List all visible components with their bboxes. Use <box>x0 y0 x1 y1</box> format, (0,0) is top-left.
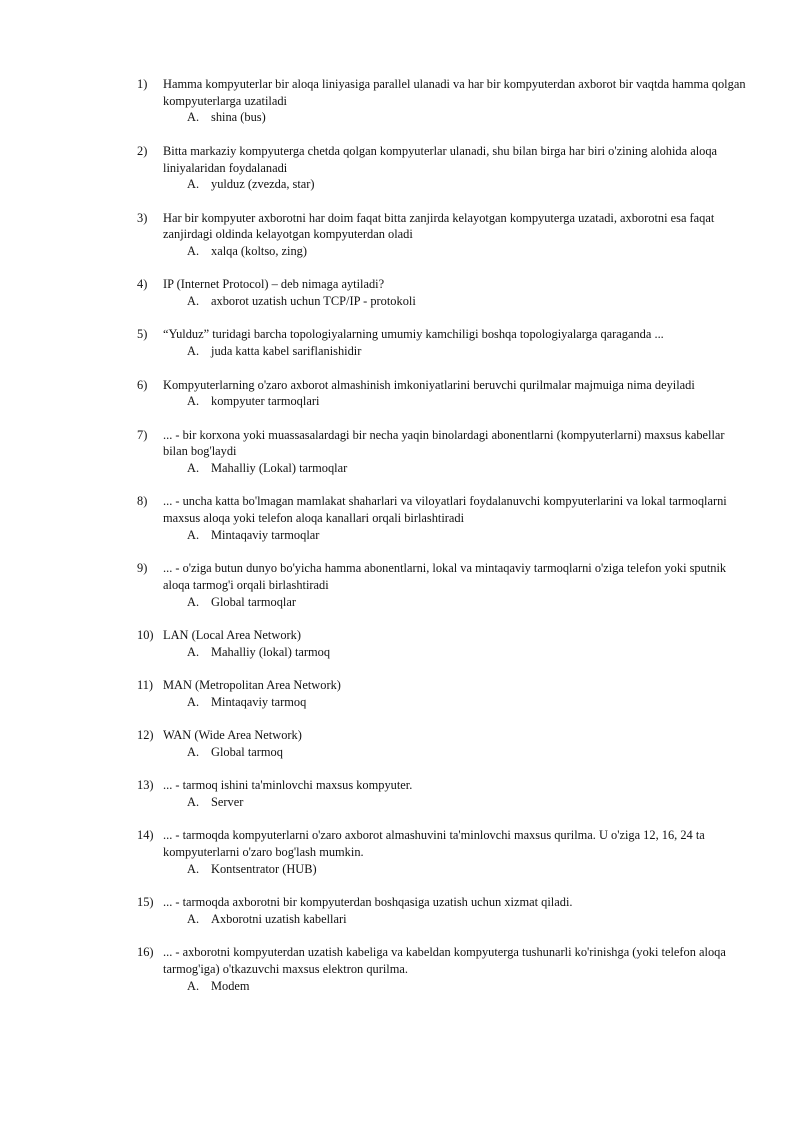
answer-letter: A. <box>187 861 200 876</box>
question-line <box>137 894 747 911</box>
question-item <box>137 143 747 193</box>
question-number: 5) <box>137 327 148 342</box>
answer-line <box>137 460 747 477</box>
answer-line <box>137 694 747 711</box>
question-number: 10) <box>137 628 154 643</box>
question-line <box>137 560 747 593</box>
question-text: Har bir kompyuter axborotni har doim faqat bitta zanjirda kelayotgan kompyuterga uzatadi, axborotni esa faqat zanjirdagi oldinda kelayotgan kompyuterdan oladi <box>163 210 715 242</box>
answer-line <box>137 109 747 126</box>
answer-line <box>137 243 747 260</box>
answer-letter: A. <box>187 795 200 810</box>
answer-text: shina (bus) <box>211 110 266 125</box>
answer-text: kompyuter tarmoqlari <box>211 394 320 409</box>
question-text: Bitta markaziy kompyuterga chetda qolgan kompyuterlar ulanadi, shu bilan birga har biri o'zining alohida aloqa liniyalaridan foydalanadi <box>163 143 718 175</box>
answer-text: xalqa (koltso, zing) <box>211 244 308 258</box>
question-item <box>137 493 747 543</box>
question-number: 8) <box>137 494 148 509</box>
answer-text: Global tarmoq <box>211 744 283 759</box>
question-text: ... - bir korxona yoki muassasalardagi bir necha yaqin binolardagi abonentlarni (kompyuterlarni) maxsus kabellar bilan bog'laydi <box>163 427 725 459</box>
question-line <box>137 677 747 694</box>
question-item <box>137 326 747 359</box>
question-text: ... - tarmoqda kompyuterlarni o'zaro axborot almashuvini ta'minlovchi maxsus qurilma. U o'ziga 12, 16, 24 ta kompyuterlarni o'zaro bog'lash mumkin. <box>163 828 705 860</box>
answer-text: Global tarmoqlar <box>211 594 296 609</box>
answer-letter: A. <box>187 394 200 409</box>
answer-letter: A. <box>187 978 200 993</box>
question-line <box>137 326 747 343</box>
answer-line <box>137 744 747 761</box>
question-item <box>137 276 747 309</box>
question-line <box>137 777 747 794</box>
answer-text: Axborotni uzatish kabellari <box>211 911 347 926</box>
answer-letter: A. <box>187 744 200 759</box>
question-line <box>137 210 747 243</box>
question-item <box>137 76 747 126</box>
answer-line <box>137 176 747 193</box>
question-line <box>137 827 747 860</box>
question-item <box>137 210 747 260</box>
question-line <box>137 493 747 526</box>
question-list <box>137 76 747 1011</box>
answer-line <box>137 644 747 661</box>
answer-line <box>137 343 747 360</box>
question-text: WAN (Wide Area Network) <box>163 728 302 743</box>
question-line <box>137 143 747 176</box>
question-number: 15) <box>137 895 154 910</box>
answer-line <box>137 393 747 410</box>
question-number: 7) <box>137 427 148 442</box>
answer-letter: A. <box>187 594 200 609</box>
question-item <box>137 427 747 477</box>
question-number: 13) <box>137 778 154 793</box>
question-line <box>137 727 747 744</box>
question-number: 16) <box>137 945 154 960</box>
answer-letter: A. <box>187 110 200 125</box>
question-text: Hamma kompyuterlar bir aloqa liniyasiga parallel ulanadi va har bir kompyuterdan axborot bir vaqtda hamma qolgan kompyuterlarga uzatiladi <box>163 77 746 108</box>
answer-line <box>137 527 747 544</box>
question-line <box>137 427 747 460</box>
answer-line <box>137 293 747 310</box>
answer-letter: A. <box>187 344 200 359</box>
question-text: IP (Internet Protocol) – deb nimaga aytiladi? <box>163 277 385 292</box>
question-text: Kompyuterlarning o'zaro axborot almashinish imkoniyatlarini beruvchi qurilmalar majmuiga nima deyiladi <box>163 377 695 392</box>
question-number: 3) <box>137 210 148 225</box>
question-text: ... - tarmoqda axborotni bir kompyuterdan boshqasiga uzatish uchun xizmat qiladi. <box>163 895 573 910</box>
answer-text: Mahalliy (Lokal) tarmoqlar <box>211 461 348 476</box>
question-number: 6) <box>137 377 148 392</box>
answer-text: Mintaqaviy tarmoq <box>211 694 307 709</box>
question-item <box>137 894 747 927</box>
answer-text: Server <box>211 795 244 810</box>
answer-text: Modem <box>211 978 250 993</box>
answer-line <box>137 794 747 811</box>
question-number: 9) <box>137 561 148 576</box>
answer-letter: A. <box>187 294 200 309</box>
question-number: 12) <box>137 728 154 743</box>
answer-letter: A. <box>187 694 200 709</box>
answer-letter: A. <box>187 177 200 192</box>
question-text: LAN (Local Area Network) <box>163 628 301 643</box>
question-text: ... - uncha katta bo'lmagan mamlakat shaharlari va viloyatlari foydalanuvchi kompyuterlarini va lokal tarmoqlarni maxsus aloqa yoki telefon aloqa kanallari orqali birlashtiradi <box>163 494 727 526</box>
question-text: “Yulduz” turidagi barcha topologiyalarning umumiy kamchiligi boshqa topologiyalarga qaraganda ... <box>163 327 664 342</box>
answer-line <box>137 861 747 878</box>
question-item <box>137 727 747 760</box>
answer-text: juda katta kabel sariflanishidir <box>211 344 362 359</box>
answer-letter: A. <box>187 644 200 659</box>
question-text: ... - axborotni kompyuterdan uzatish kabeliga va kabeldan kompyuterga tushunarli ko'rinishga (yoki telefon aloqa tarmog'iga) o'tkazuvchi maxsus elektron qurilma. <box>163 945 726 977</box>
answer-text: Mintaqaviy tarmoqlar <box>211 527 320 542</box>
question-item <box>137 627 747 660</box>
question-item <box>137 777 747 810</box>
answer-line <box>137 978 747 995</box>
question-line <box>137 377 747 394</box>
question-item <box>137 944 747 994</box>
question-item <box>137 560 747 610</box>
question-text: MAN (Metropolitan Area Network) <box>163 678 341 693</box>
question-text: ... - tarmoq ishini ta'minlovchi maxsus kompyuter. <box>163 778 413 793</box>
question-number: 14) <box>137 828 154 843</box>
question-number: 1) <box>137 77 148 91</box>
answer-text: Kontsentrator (HUB) <box>211 861 317 876</box>
question-number: 11) <box>137 678 154 693</box>
question-number: 2) <box>137 143 148 158</box>
answer-line <box>137 594 747 611</box>
answer-text: Mahalliy (lokal) tarmoq <box>211 644 331 659</box>
question-line <box>137 627 747 644</box>
answer-letter: A. <box>187 244 200 258</box>
question-number: 4) <box>137 277 148 292</box>
question-text: ... - o'ziga butun dunyo bo'yicha hamma abonentlarni, lokal va mintaqaviy tarmoqlarni o'ziga telefon yoki sputnik aloqa tarmog'i orqali birlashtiradi <box>163 561 727 592</box>
question-line <box>137 944 747 977</box>
question-item <box>137 677 747 710</box>
answer-text: axborot uzatish uchun TCP/IP - protokoli <box>211 294 416 309</box>
answer-text: yulduz (zvezda, star) <box>211 177 315 192</box>
question-item <box>137 827 747 877</box>
question-line <box>137 276 747 293</box>
answer-line <box>137 911 747 928</box>
answer-letter: A. <box>187 461 200 476</box>
question-line <box>137 76 747 109</box>
answer-letter: A. <box>187 527 200 542</box>
question-item <box>137 377 747 410</box>
answer-letter: A. <box>187 911 200 926</box>
